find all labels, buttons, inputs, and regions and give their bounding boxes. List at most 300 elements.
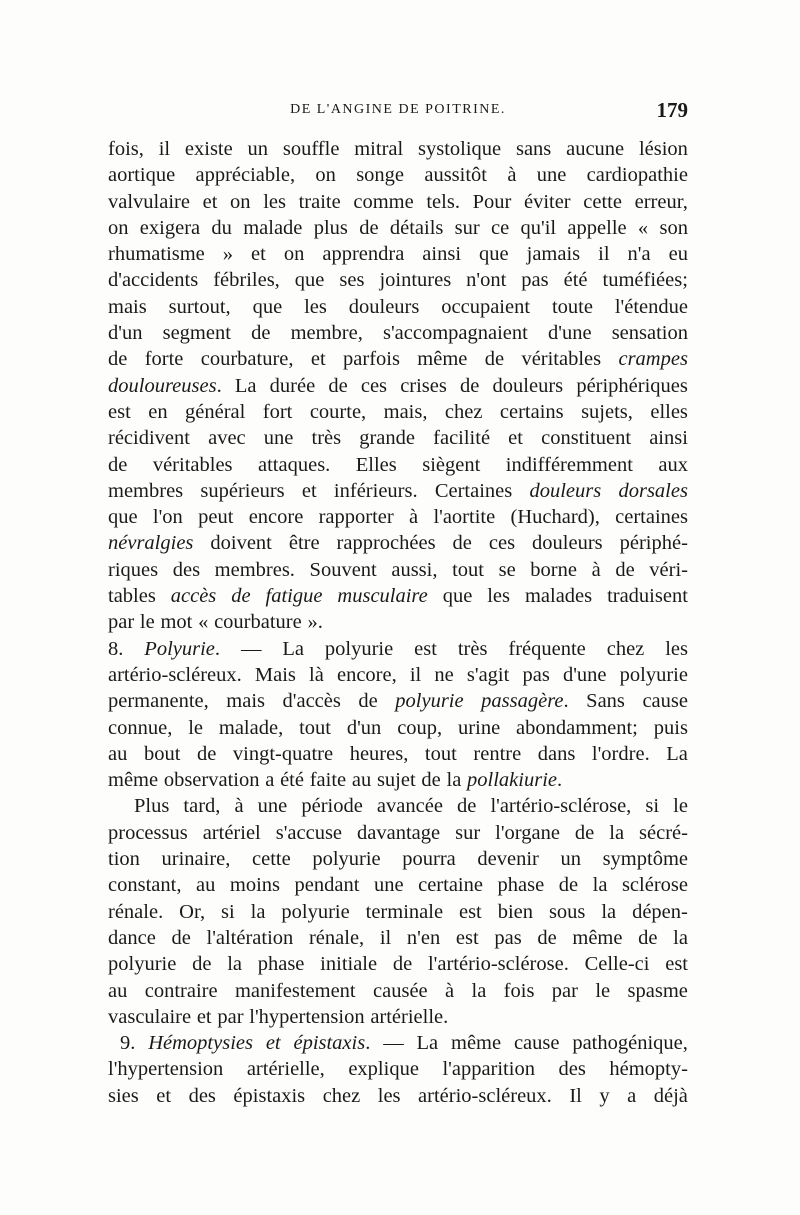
text-line (108, 846, 688, 872)
word: n'a (627, 243, 651, 266)
word: vasculaire (108, 1005, 192, 1028)
word: siègent (422, 453, 481, 476)
word: comme (353, 190, 414, 213)
word: faite (309, 769, 347, 792)
word: causée (373, 979, 428, 1002)
word-group (108, 373, 222, 399)
word: traite (298, 190, 341, 213)
word: tout (452, 558, 484, 581)
word: « (198, 611, 209, 634)
word: Souvent (309, 558, 377, 581)
word: de (171, 926, 191, 949)
word: mais (108, 295, 147, 318)
word-group (144, 636, 220, 662)
word: sécré- (639, 821, 688, 844)
word: est (455, 926, 479, 949)
word: ses (339, 269, 365, 292)
text-line (108, 557, 688, 583)
word: à (234, 795, 244, 818)
word: sur (454, 216, 480, 239)
word: chez (444, 400, 483, 423)
text-line (108, 688, 688, 714)
word: malade, (218, 716, 284, 739)
word: lésion (638, 138, 688, 160)
word: de (457, 795, 477, 818)
word: est (665, 953, 688, 976)
word: véri- (649, 558, 688, 581)
word: constant, (108, 874, 182, 897)
word: pathogénique, (572, 1032, 688, 1055)
word: les (263, 190, 286, 213)
word: on (108, 216, 129, 239)
word: période (301, 795, 363, 818)
word: tuméfiées; (602, 269, 688, 292)
word: on (230, 190, 251, 213)
word: coup, (397, 716, 443, 739)
word: chez (322, 1084, 361, 1107)
word: la (609, 821, 625, 844)
text-line (108, 452, 688, 478)
word: véritables (152, 453, 233, 476)
word: urine (458, 716, 501, 739)
word: Plus (134, 795, 170, 818)
word: polyurie (281, 900, 350, 923)
word: par (108, 611, 135, 634)
word: occupaient (441, 295, 531, 318)
text-line (108, 715, 688, 741)
word: exigera (139, 216, 201, 239)
word: d'accès (282, 690, 341, 713)
text-line (108, 425, 688, 451)
word: aucune (566, 138, 625, 160)
word: l'hypertension (108, 1058, 224, 1081)
text-line (108, 1004, 688, 1030)
word: en (148, 400, 168, 423)
italic-word: Hémoptysies (148, 1032, 253, 1055)
word: mitral (354, 138, 404, 160)
word: de (251, 322, 271, 345)
word: ainsi (649, 427, 688, 450)
word: les (304, 295, 327, 318)
word: de (558, 874, 579, 897)
word: puis (653, 716, 688, 739)
word: symptôme (602, 848, 688, 871)
word: Elles (355, 453, 397, 476)
word: au (108, 979, 128, 1002)
word: artérielle, (246, 1058, 325, 1081)
word: 9. (120, 1032, 136, 1055)
word: explique (348, 1058, 419, 1081)
word: une (263, 427, 294, 450)
word: la (446, 769, 462, 792)
word: encore, (336, 663, 397, 686)
word: . (365, 1032, 371, 1055)
word: contraire (144, 979, 218, 1002)
word: parfois (343, 348, 400, 371)
word: encore (248, 506, 304, 529)
word: chez (606, 637, 645, 660)
word: sur (455, 821, 481, 844)
word: si (645, 795, 660, 818)
word: de (452, 532, 472, 555)
word: d'accidents (108, 269, 199, 292)
word: que (252, 295, 283, 318)
word: avancée (376, 795, 443, 818)
word: La (234, 374, 257, 397)
word: fois (503, 979, 535, 1002)
word: urinaire, (161, 848, 231, 871)
word: bout (143, 742, 181, 765)
word: si (221, 900, 235, 923)
word: . (557, 769, 563, 792)
word: souffle (282, 138, 340, 160)
word: des (188, 1084, 216, 1107)
word: polyurie (619, 663, 688, 686)
word: éviter (523, 190, 571, 213)
text-line (108, 793, 688, 819)
word: de (392, 953, 413, 976)
text-line (108, 504, 688, 530)
text-line (108, 1083, 688, 1109)
word: l'organe (495, 821, 560, 844)
word: rénale. (108, 900, 164, 923)
word: aussi, (391, 558, 438, 581)
italic-word: de (231, 585, 251, 608)
word: de (460, 374, 480, 397)
word: un (247, 138, 269, 160)
word: dans (537, 742, 576, 765)
word: cardiopathie (586, 164, 688, 187)
word: — (383, 1032, 404, 1055)
word: il (379, 926, 392, 949)
word-group (467, 767, 562, 793)
word: phase (257, 953, 305, 976)
word: fébriles, (213, 269, 280, 292)
word: que (294, 269, 325, 292)
word: se (498, 558, 516, 581)
word: Sans (586, 690, 625, 713)
word: les (665, 637, 688, 660)
word: et (310, 348, 326, 371)
word: pas (521, 269, 549, 292)
text-line (108, 294, 688, 320)
text-line (108, 478, 688, 504)
word: s'accuse (275, 821, 343, 844)
word: certaine (418, 874, 483, 897)
word: et (301, 479, 317, 502)
word: a (627, 1084, 637, 1107)
word: la (673, 926, 688, 949)
word: La (666, 742, 688, 765)
word: la (601, 900, 617, 923)
word: sous (548, 900, 586, 923)
word: forte (144, 348, 184, 371)
word: durée (269, 374, 316, 397)
page-number: 179 (656, 98, 688, 122)
word: les (487, 585, 511, 608)
word: ne (434, 663, 454, 686)
word: et (251, 243, 266, 266)
word: eu (668, 243, 688, 266)
page-header (108, 98, 688, 128)
word: et (202, 190, 218, 213)
word: d'un (346, 716, 382, 739)
word: épistaxis (233, 1084, 306, 1107)
word: détails (389, 216, 444, 239)
word-group (293, 1030, 370, 1056)
word: vingt-quatre (232, 742, 334, 765)
text-line (108, 767, 688, 793)
word: cette (583, 190, 622, 213)
text-line (108, 241, 688, 267)
word: artériel (202, 821, 261, 844)
word: douleurs (492, 374, 564, 397)
word: systolique (418, 138, 502, 160)
word: membre, (290, 322, 363, 345)
text-line (108, 951, 688, 977)
word: aussitôt (424, 164, 487, 187)
word: été (563, 269, 588, 292)
word: douleurs (532, 532, 603, 555)
text-line (108, 215, 688, 241)
word: été (280, 769, 304, 792)
text-line (108, 346, 688, 372)
word: rénale, (308, 926, 365, 949)
word: toute (551, 295, 593, 318)
text-line (108, 373, 688, 399)
word: être (288, 532, 320, 555)
word: périphé- (619, 532, 688, 555)
italic-word: névralgies (108, 532, 194, 555)
word: heures, (349, 742, 409, 765)
word: plus (313, 216, 348, 239)
word: courte, (309, 400, 367, 423)
word: indifféremment (505, 453, 633, 476)
word: est (458, 900, 482, 923)
text-line (108, 583, 688, 609)
word: sies (108, 1084, 139, 1107)
word: très (457, 637, 488, 660)
word: tels. (426, 190, 460, 213)
word: a (265, 769, 275, 792)
word: on (283, 243, 305, 266)
text-line (108, 978, 688, 1004)
word: devenir (477, 848, 539, 871)
text-line (108, 636, 688, 662)
word: l'artério-sclérose, (490, 795, 632, 818)
word: une (536, 164, 567, 187)
word: manifestement (234, 979, 356, 1002)
word: terminale (365, 900, 444, 923)
word: rapprochées (336, 532, 436, 555)
word: il (598, 243, 610, 266)
word: observation (163, 769, 260, 792)
word: fois, (108, 138, 144, 160)
text-line (108, 136, 688, 162)
text-line (108, 925, 688, 951)
word: et (508, 427, 523, 450)
word: de (537, 926, 557, 949)
word: l'hypertension (249, 1005, 365, 1028)
word: cause (513, 1032, 560, 1055)
word: est (414, 637, 437, 660)
italic-word: dorsales (618, 479, 688, 502)
text-line (108, 530, 688, 556)
word: n'ont (466, 269, 507, 292)
italic-word: passagère (481, 690, 564, 713)
word: membres (108, 479, 184, 502)
word: ce (491, 216, 510, 239)
word: d'une (548, 322, 592, 345)
italic-word: crampes (618, 348, 688, 371)
italic-word: fatigue (265, 585, 323, 608)
word: rapporter (318, 506, 394, 529)
word: on (315, 164, 336, 187)
word: l'apparition (442, 1058, 535, 1081)
word: sujet (376, 769, 416, 792)
italic-word: et (265, 1032, 281, 1055)
word: que (479, 243, 509, 266)
word: malades (524, 585, 593, 608)
word: d'une (562, 663, 607, 686)
word: l'on (152, 506, 183, 529)
word: tables (108, 585, 156, 608)
word: tout (299, 716, 331, 739)
word: peut (198, 506, 234, 529)
word: une (373, 874, 404, 897)
word: facilité (433, 427, 491, 450)
text-line (108, 872, 688, 898)
word: tard, (183, 795, 221, 818)
word: sclérose (621, 874, 688, 897)
running-title: DE L'ANGINE DE POITRINE. (290, 102, 506, 117)
word: l'artério-sclérose. (427, 953, 569, 976)
word: artério-scléreux. (108, 663, 242, 686)
word: le (188, 716, 203, 739)
word: polyurie (108, 953, 177, 976)
word: certaines (615, 506, 688, 529)
word: l'ordre. (591, 742, 650, 765)
word: cette (252, 848, 291, 871)
word: mot (160, 611, 193, 634)
word: mais, (383, 400, 428, 423)
word: une (257, 795, 288, 818)
word: par (217, 1005, 244, 1028)
word: appréciable, (195, 164, 296, 187)
word: ». (307, 611, 323, 634)
word: ces (488, 532, 516, 555)
word: membres. (214, 558, 295, 581)
word: Or, (179, 900, 206, 923)
word: même (417, 348, 468, 371)
word: riques (108, 558, 159, 581)
word: . (214, 637, 221, 660)
word: initiale (320, 953, 378, 976)
italic-word: musculaire (337, 585, 428, 608)
word: les (377, 1084, 401, 1107)
word: très (311, 427, 342, 450)
word: surtout, (168, 295, 231, 318)
word: général (185, 400, 246, 423)
word: un (560, 848, 581, 871)
word: au (195, 874, 216, 897)
word: (Huchard), (510, 506, 600, 529)
word: La (282, 637, 304, 660)
word: là (309, 663, 324, 686)
word: de (108, 453, 128, 476)
word: hémopty- (609, 1058, 688, 1081)
word: de (359, 216, 379, 239)
word: aortique (108, 164, 176, 187)
italic-word: pollakiurie (467, 769, 557, 792)
word: crises (400, 374, 447, 397)
word: périphériques (576, 374, 688, 397)
text-line (108, 1056, 688, 1082)
word: cause (642, 690, 688, 713)
word: doivent (210, 532, 272, 555)
word: fréquente (508, 637, 586, 660)
word: même (108, 769, 159, 792)
word: que (442, 585, 473, 608)
word: pourra (402, 848, 456, 871)
word: au (108, 742, 128, 765)
word: à (445, 979, 455, 1002)
word: de (484, 348, 505, 371)
word: son (659, 216, 688, 239)
word: douleurs (348, 295, 420, 318)
word: qu'il (520, 216, 557, 239)
body-text (108, 136, 688, 1109)
word: de (358, 690, 378, 713)
text-line (108, 320, 688, 346)
word: inférieurs. (333, 479, 418, 502)
word: et (156, 1084, 172, 1107)
word: mais (226, 690, 265, 713)
word: même (572, 926, 623, 949)
word: attaques. (258, 453, 331, 476)
italic-word: épistaxis (293, 1032, 366, 1055)
text-line (108, 189, 688, 215)
text-line (108, 662, 688, 688)
word: connue, (108, 716, 173, 739)
text-line (108, 1030, 688, 1056)
word: polyurie (324, 637, 394, 660)
word: rhumatisme (108, 243, 205, 266)
word: la (592, 874, 608, 897)
word: l'étendue (614, 295, 688, 318)
word: de (638, 926, 658, 949)
word: avec (208, 427, 246, 450)
word: . (216, 374, 222, 397)
word: « (637, 216, 649, 239)
word: courbature (214, 611, 302, 634)
word: spasme (627, 979, 688, 1002)
text-line (108, 399, 688, 425)
word: de (192, 953, 212, 976)
italic-word: douleurs (529, 479, 602, 502)
word: . (563, 690, 569, 713)
word: tout (424, 742, 457, 765)
word: davantage (357, 821, 441, 844)
italic-word: douloureuses (108, 374, 217, 397)
word: abondamment; (516, 716, 638, 739)
word: récidivent (108, 427, 190, 450)
word: de (574, 821, 595, 844)
italic-word: accès (170, 585, 217, 608)
word: des (172, 558, 201, 581)
word: déjà (653, 1084, 688, 1107)
word: malade (243, 216, 303, 239)
